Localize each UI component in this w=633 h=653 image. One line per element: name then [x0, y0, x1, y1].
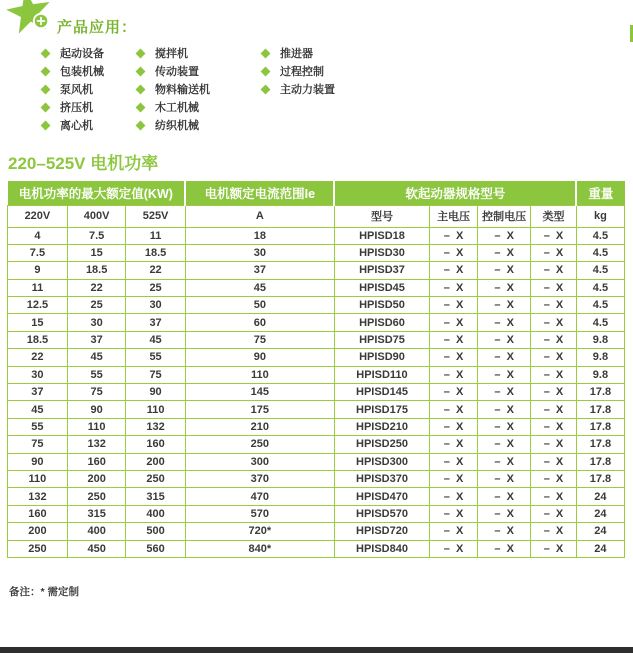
table-cell: 9.8 [576, 349, 624, 366]
table-row [8, 314, 625, 331]
application-label: 物料输送机 [155, 84, 210, 96]
table-row [8, 227, 625, 244]
table-cell: HPISD470 [334, 488, 429, 505]
spec-table [7, 181, 625, 558]
application-label: 木工机械 [155, 102, 199, 114]
table-cell: – X [531, 540, 577, 557]
table-row [8, 279, 625, 296]
table-cell: 30 [185, 244, 334, 261]
application-label: 主动力装置 [280, 84, 335, 96]
table-cell: 160 [126, 436, 185, 453]
diamond-bullet-icon [261, 66, 271, 76]
table-cell: 160 [67, 453, 126, 470]
table-cell: – X [531, 349, 577, 366]
table-cell: HPISD30 [334, 244, 429, 261]
table-cell: – X [531, 523, 577, 540]
table-cell: 9.8 [576, 331, 624, 348]
table-cell: – X [531, 227, 577, 244]
table-cell: 55 [126, 349, 185, 366]
table-cell: 175 [185, 401, 334, 418]
table-cell: – X [531, 488, 577, 505]
star-logo-icon [6, 0, 54, 40]
application-label: 泵风机 [60, 84, 93, 96]
table-cell: – X [478, 505, 531, 522]
table-cell: – X [531, 244, 577, 261]
table-cell: – X [430, 418, 478, 435]
application-label: 挤压机 [60, 102, 93, 114]
table-cell: 18.5 [8, 331, 68, 348]
table-cell: 250 [126, 470, 185, 487]
table-cell: – X [430, 401, 478, 418]
table-cell: 110 [8, 470, 68, 487]
table-cell: 160 [8, 505, 68, 522]
table-column-header: A [185, 205, 334, 227]
application-item [262, 80, 335, 98]
table-cell: – X [430, 453, 478, 470]
table-cell: 17.8 [576, 453, 624, 470]
table-cell: 30 [8, 366, 68, 383]
table-cell: – X [430, 366, 478, 383]
table-cell: 132 [126, 418, 185, 435]
table-cell: 15 [8, 314, 68, 331]
table-cell: 37 [126, 314, 185, 331]
table-cell: 7.5 [8, 244, 68, 261]
table-cell: 24 [576, 540, 624, 557]
table-cell: 37 [67, 331, 126, 348]
diamond-bullet-icon [41, 120, 51, 130]
table-cell: – X [478, 540, 531, 557]
table-cell: 250 [185, 436, 334, 453]
table-cell: – X [478, 523, 531, 540]
table-row [8, 384, 625, 401]
application-item [42, 80, 137, 98]
table-cell: 300 [185, 453, 334, 470]
table-cell: 200 [67, 470, 126, 487]
table-cell: 75 [67, 384, 126, 401]
table-column-header: 主电压 [430, 205, 478, 227]
table-cell: – X [478, 314, 531, 331]
applications-column [262, 44, 335, 134]
table-cell: 132 [67, 436, 126, 453]
table-cell: 18 [185, 227, 334, 244]
table-cell: – X [531, 436, 577, 453]
table-cell: – X [478, 488, 531, 505]
table-cell: – X [531, 401, 577, 418]
table-row [8, 418, 625, 435]
table-cell: 17.8 [576, 384, 624, 401]
table-cell: 45 [126, 331, 185, 348]
application-item [137, 116, 262, 134]
table-cell: 37 [185, 262, 334, 279]
application-label: 纺织机械 [155, 120, 199, 132]
page-bottom-bar [0, 647, 633, 653]
table-row [8, 297, 625, 314]
table-cell: 24 [576, 523, 624, 540]
table-cell: 17.8 [576, 401, 624, 418]
diamond-bullet-icon [41, 102, 51, 112]
table-cell: HPISD210 [334, 418, 429, 435]
table-cell: HPISD50 [334, 297, 429, 314]
table-cell: – X [478, 384, 531, 401]
table-cell: – X [430, 244, 478, 261]
table-group-header: 电机功率的最大额定值(KW) [8, 181, 186, 205]
table-cell: 18.5 [67, 262, 126, 279]
table-cell: 25 [67, 297, 126, 314]
table-cell: 25 [126, 279, 185, 296]
table-cell: – X [531, 297, 577, 314]
table-cell: 4 [8, 227, 68, 244]
table-cell: 90 [67, 401, 126, 418]
table-cell: 500 [126, 523, 185, 540]
table-column-header: 400V [67, 205, 126, 227]
table-cell: – X [478, 331, 531, 348]
diamond-bullet-icon [41, 84, 51, 94]
table-cell: – X [478, 349, 531, 366]
applications-column [137, 44, 262, 134]
table-group-header-row [8, 181, 625, 205]
table-cell: 22 [126, 262, 185, 279]
table-column-header: 型号 [334, 205, 429, 227]
table-cell: 4.5 [576, 244, 624, 261]
diamond-bullet-icon [261, 84, 271, 94]
table-cell: – X [478, 401, 531, 418]
table-cell: – X [430, 297, 478, 314]
application-item [137, 62, 262, 80]
table-row [8, 453, 625, 470]
application-label: 过程控制 [280, 66, 324, 78]
table-cell: 400 [67, 523, 126, 540]
table-row [8, 436, 625, 453]
table-cell: 4.5 [576, 262, 624, 279]
table-cell: 560 [126, 540, 185, 557]
table-cell: – X [430, 227, 478, 244]
table-cell: 45 [67, 349, 126, 366]
table-group-header: 重量 [576, 181, 624, 205]
table-column-header: 525V [126, 205, 185, 227]
diamond-bullet-icon [41, 48, 51, 58]
table-subheader-row [8, 205, 625, 227]
table-group-header: 软起动器规格型号 [334, 181, 576, 205]
table-cell: – X [478, 436, 531, 453]
table-cell: 4.5 [576, 227, 624, 244]
table-cell: 315 [126, 488, 185, 505]
table-row [8, 523, 625, 540]
table-cell: – X [430, 523, 478, 540]
application-item [262, 62, 335, 80]
table-cell: – X [531, 418, 577, 435]
table-cell: 75 [8, 436, 68, 453]
table-cell: 17.8 [576, 436, 624, 453]
table-cell: 24 [576, 488, 624, 505]
table-cell: 50 [185, 297, 334, 314]
table-cell: HPISD720 [334, 523, 429, 540]
table-cell: 37 [8, 384, 68, 401]
table-cell: HPISD570 [334, 505, 429, 522]
table-column-header: 控制电压 [478, 205, 531, 227]
table-row [8, 331, 625, 348]
table-cell: 145 [185, 384, 334, 401]
table-cell: – X [531, 505, 577, 522]
table-cell: 22 [8, 349, 68, 366]
table-cell: – X [430, 505, 478, 522]
diamond-bullet-icon [136, 84, 146, 94]
applications-title: 产品应用： [57, 19, 138, 36]
table-cell: 840* [185, 540, 334, 557]
table-row [8, 540, 625, 557]
table-cell: HPISD250 [334, 436, 429, 453]
applications-list [42, 44, 335, 134]
application-item [137, 80, 262, 98]
table-column-header: 220V [8, 205, 68, 227]
table-cell: – X [430, 384, 478, 401]
table-cell: 45 [8, 401, 68, 418]
table-cell: HPISD110 [334, 366, 429, 383]
table-cell: 470 [185, 488, 334, 505]
table-cell: – X [430, 488, 478, 505]
table-cell: 75 [185, 331, 334, 348]
table-cell: 4.5 [576, 314, 624, 331]
table-cell: 45 [185, 279, 334, 296]
application-label: 推进器 [280, 48, 313, 60]
table-cell: 17.8 [576, 470, 624, 487]
table-cell: 18.5 [126, 244, 185, 261]
application-label: 起动设备 [60, 48, 104, 60]
table-group-header: 电机额定电流范围Ie [185, 181, 334, 205]
diamond-bullet-icon [41, 66, 51, 76]
table-cell: 17.8 [576, 418, 624, 435]
table-cell: HPISD175 [334, 401, 429, 418]
application-item [42, 62, 137, 80]
table-cell: 9.8 [576, 366, 624, 383]
table-cell: HPISD90 [334, 349, 429, 366]
application-label: 搅拌机 [155, 48, 188, 60]
table-cell: – X [478, 279, 531, 296]
application-label: 包装机械 [60, 66, 104, 78]
table-row [8, 488, 625, 505]
table-cell: – X [430, 436, 478, 453]
table-cell: – X [531, 262, 577, 279]
diamond-bullet-icon [136, 48, 146, 58]
diamond-bullet-icon [136, 120, 146, 130]
table-cell: 250 [67, 488, 126, 505]
table-cell: – X [478, 262, 531, 279]
table-cell: – X [478, 453, 531, 470]
table-cell: 315 [67, 505, 126, 522]
table-cell: 110 [67, 418, 126, 435]
table-cell: 75 [126, 366, 185, 383]
table-cell: – X [430, 279, 478, 296]
table-cell: 11 [126, 227, 185, 244]
table-cell: – X [531, 279, 577, 296]
table-cell: HPISD37 [334, 262, 429, 279]
application-item [42, 116, 137, 134]
section-title: 220–525V 电机功率 [8, 154, 159, 173]
table-cell: 250 [8, 540, 68, 557]
table-body [8, 227, 625, 557]
table-row [8, 349, 625, 366]
table-cell: 400 [126, 505, 185, 522]
table-cell: – X [430, 540, 478, 557]
table-cell: 30 [67, 314, 126, 331]
application-item [42, 98, 137, 116]
table-cell: 4.5 [576, 297, 624, 314]
application-label: 传动装置 [155, 66, 199, 78]
table-cell: – X [478, 366, 531, 383]
table-row [8, 401, 625, 418]
table-cell: – X [430, 470, 478, 487]
table-cell: – X [531, 366, 577, 383]
table-cell: HPISD300 [334, 453, 429, 470]
table-cell: 90 [126, 384, 185, 401]
table-row [8, 505, 625, 522]
table-column-header: kg [576, 205, 624, 227]
table-cell: – X [478, 227, 531, 244]
table-cell: – X [430, 262, 478, 279]
table-cell: 4.5 [576, 279, 624, 296]
diamond-bullet-icon [261, 48, 271, 58]
table-cell: 720* [185, 523, 334, 540]
table-cell: – X [478, 418, 531, 435]
table-cell: 370 [185, 470, 334, 487]
application-item [42, 44, 137, 62]
table-cell: – X [478, 244, 531, 261]
application-item [137, 98, 262, 116]
table-row [8, 470, 625, 487]
table-cell: – X [531, 453, 577, 470]
table-cell: HPISD18 [334, 227, 429, 244]
table-cell: 110 [185, 366, 334, 383]
table-cell: HPISD45 [334, 279, 429, 296]
table-cell: 210 [185, 418, 334, 435]
table-row [8, 244, 625, 261]
table-cell: 570 [185, 505, 334, 522]
table-cell: HPISD840 [334, 540, 429, 557]
application-label: 离心机 [60, 120, 93, 132]
table-cell: – X [531, 384, 577, 401]
table-row [8, 262, 625, 279]
application-item [262, 44, 335, 62]
table-row [8, 366, 625, 383]
table-cell: – X [478, 470, 531, 487]
table-column-header: 类型 [531, 205, 577, 227]
table-cell: 55 [67, 366, 126, 383]
application-item [137, 44, 262, 62]
table-cell: – X [430, 314, 478, 331]
table-cell: – X [531, 331, 577, 348]
diamond-bullet-icon [136, 102, 146, 112]
table-note: 备注：* 需定制 [9, 586, 80, 598]
table-cell: 9 [8, 262, 68, 279]
table-cell: 90 [185, 349, 334, 366]
table-cell: 24 [576, 505, 624, 522]
table-cell: HPISD75 [334, 331, 429, 348]
table-cell: – X [430, 349, 478, 366]
table-cell: 200 [8, 523, 68, 540]
table-cell: 7.5 [67, 227, 126, 244]
table-cell: 55 [8, 418, 68, 435]
table-cell: HPISD370 [334, 470, 429, 487]
table-cell: 132 [8, 488, 68, 505]
table-cell: 12.5 [8, 297, 68, 314]
table-cell: HPISD60 [334, 314, 429, 331]
table-cell: 110 [126, 401, 185, 418]
table-cell: – X [478, 297, 531, 314]
table-cell: 60 [185, 314, 334, 331]
table-cell: 30 [126, 297, 185, 314]
table-cell: – X [531, 470, 577, 487]
applications-column [42, 44, 137, 134]
table-cell: 15 [67, 244, 126, 261]
table-cell: 450 [67, 540, 126, 557]
table-cell: – X [531, 314, 577, 331]
table-cell: 22 [67, 279, 126, 296]
table-cell: – X [430, 331, 478, 348]
table-cell: HPISD145 [334, 384, 429, 401]
table-cell: 90 [8, 453, 68, 470]
table-cell: 11 [8, 279, 68, 296]
table-cell: 200 [126, 453, 185, 470]
diamond-bullet-icon [136, 66, 146, 76]
